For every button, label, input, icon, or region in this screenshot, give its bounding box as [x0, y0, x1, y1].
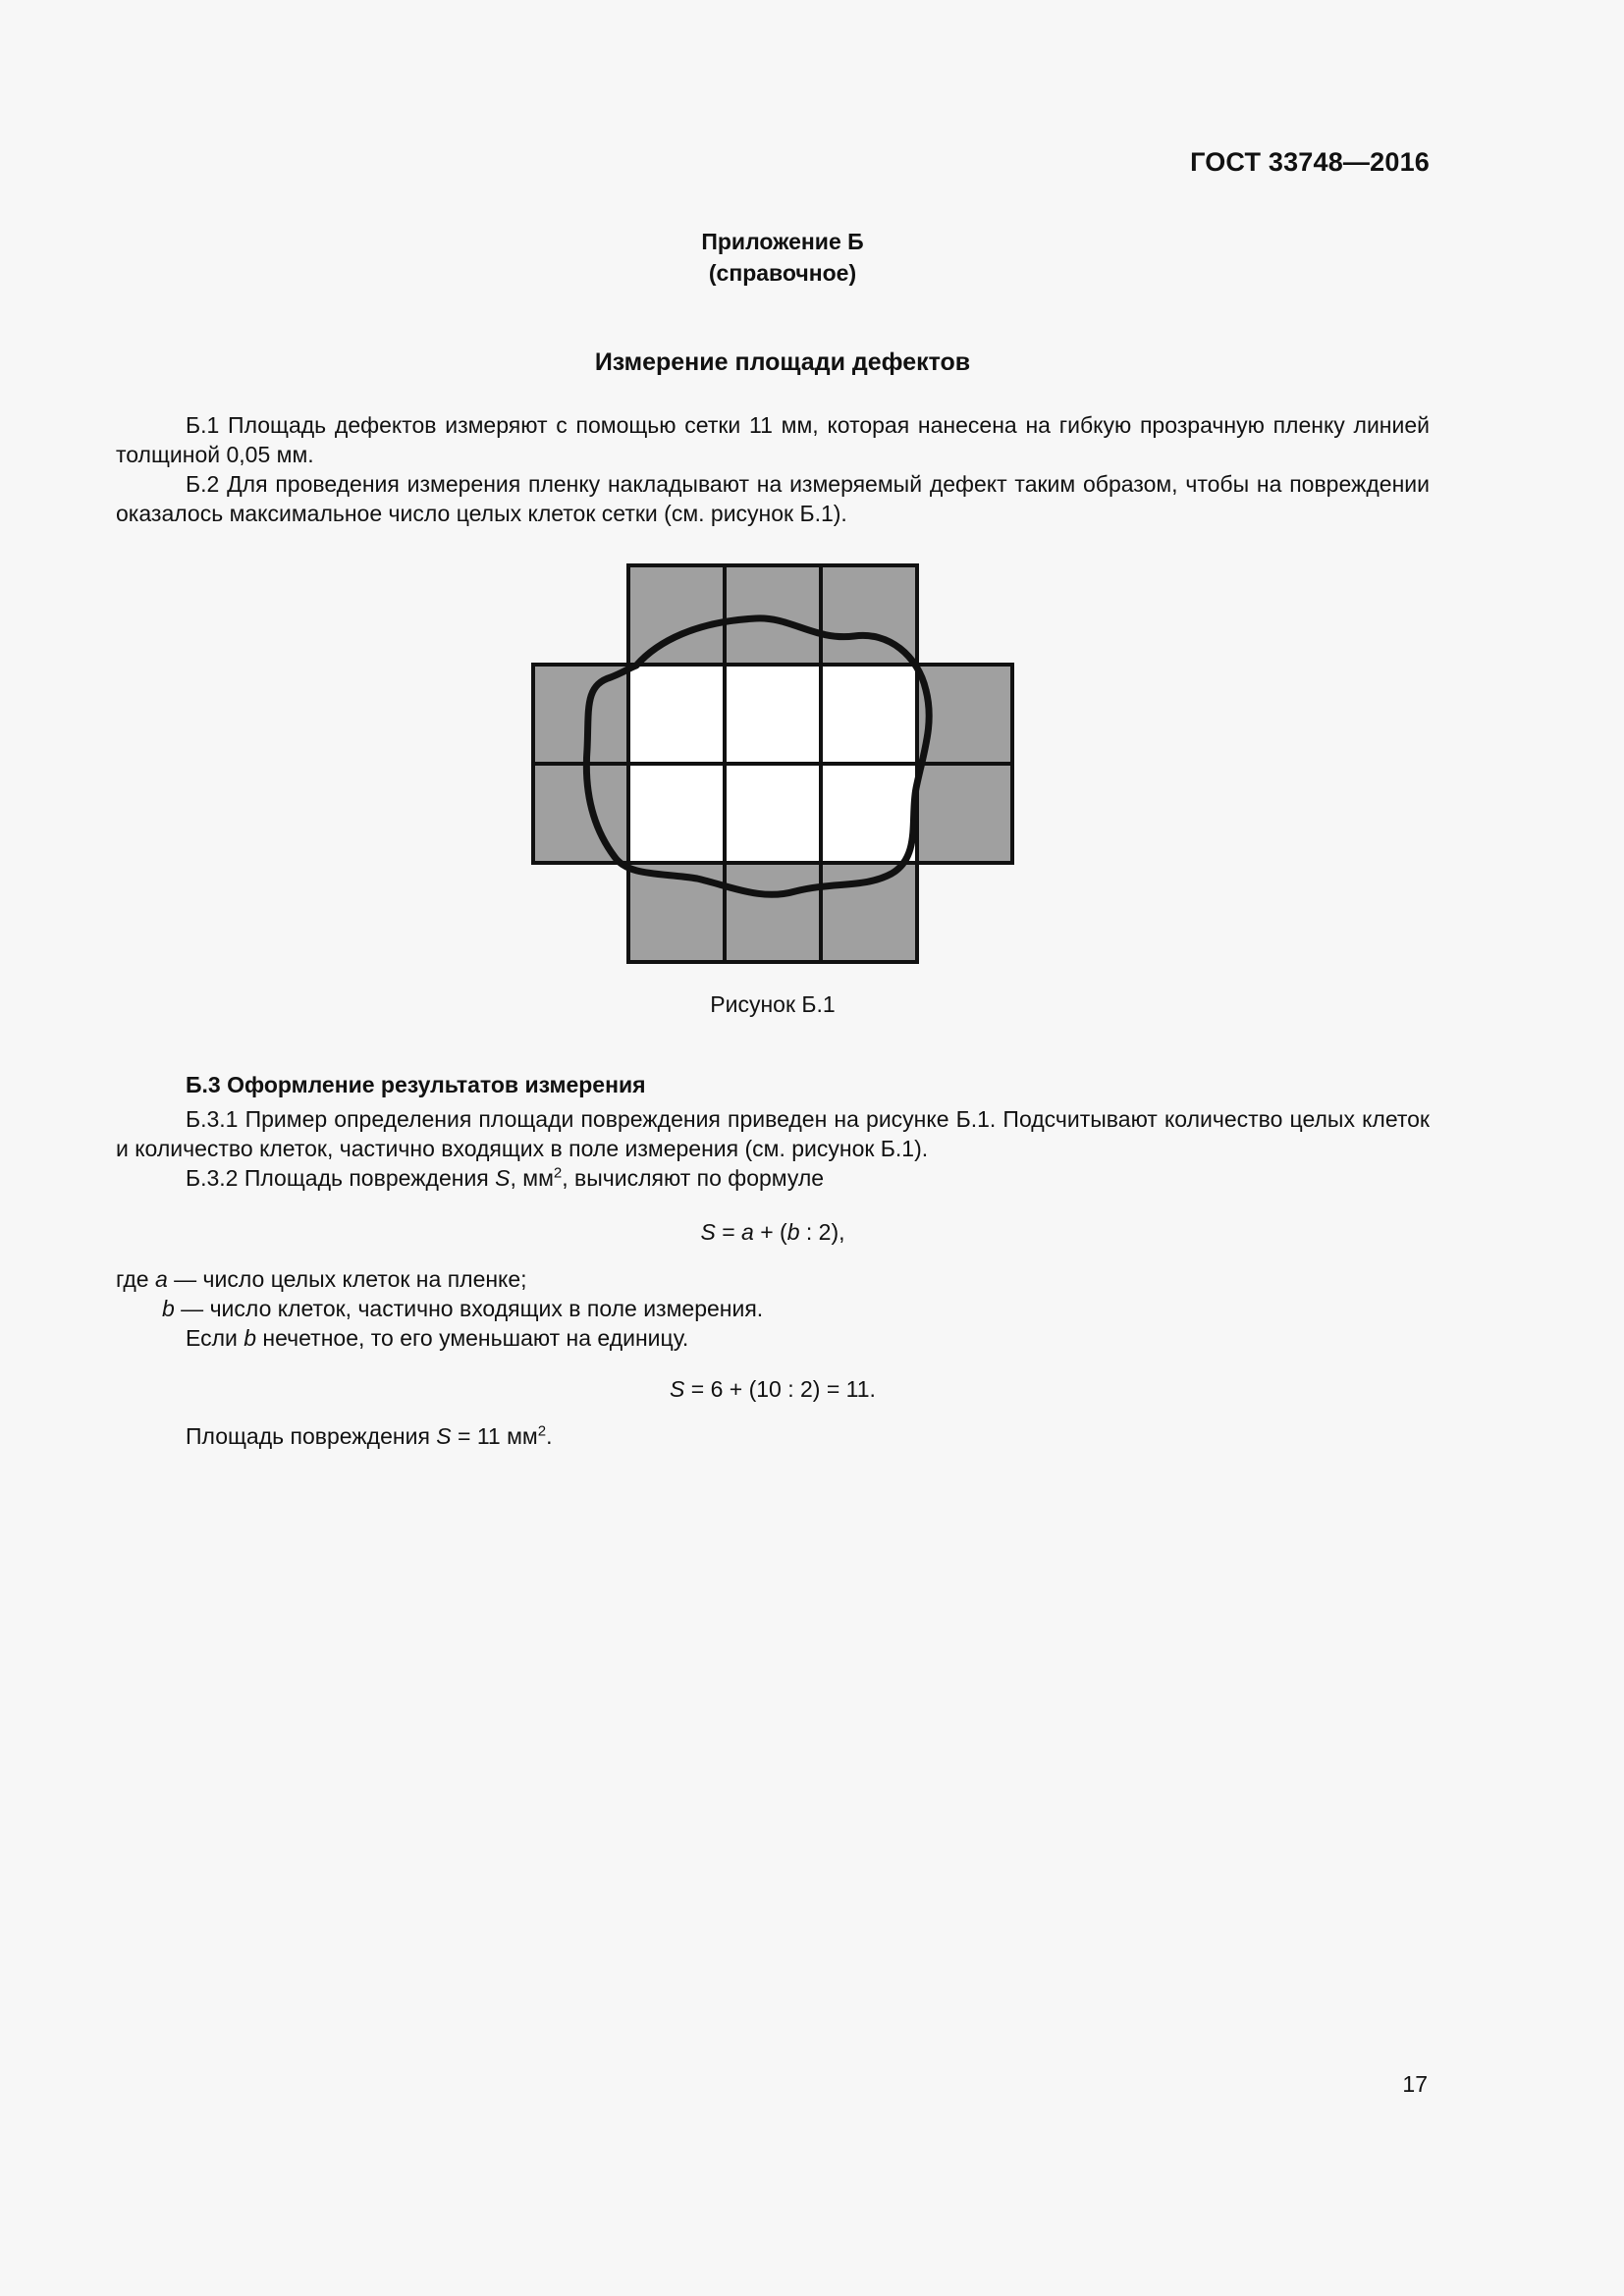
grid-cell-partial [628, 565, 725, 665]
grid-cell-whole [821, 665, 917, 764]
measurement-grid-diagram [530, 562, 1015, 965]
grid-cell-whole [628, 764, 725, 863]
formula-b: b [786, 1219, 800, 1245]
figure-b1 [530, 562, 1015, 965]
b32-suffix: , вычисляют по формуле [562, 1165, 825, 1191]
grid-cell-partial [533, 764, 628, 863]
odd-note [186, 1323, 688, 1353]
example-calculation [0, 1376, 1545, 1403]
legend-b-var: b [162, 1296, 175, 1321]
appendix-title-block [0, 226, 1565, 289]
legend-b-text: — число клеток, частично входящих в поле измерения. [174, 1296, 764, 1321]
grid-cell-partial [725, 863, 821, 962]
result-prefix: Площадь повреждения [186, 1423, 437, 1449]
paragraph-b1: Б.1 Площадь дефектов измеряют с помощью сетки 11 мм, которая нанесена на гибкую прозрачную пленку линией толщиной 0,05 мм. [116, 412, 1430, 467]
b32-prefix: Б.3.2 Площадь повреждения [186, 1165, 496, 1191]
result-text: = 11 мм [451, 1423, 538, 1449]
grid-cell-whole [628, 665, 725, 764]
legend-a [116, 1264, 527, 1294]
grid-cell-partial [821, 863, 917, 962]
odd-text: нечетное, то его уменьшают на единицу. [256, 1325, 689, 1351]
paragraph-b32 [116, 1163, 1430, 1193]
formula-s: S [700, 1219, 716, 1245]
b32-variable: S [495, 1165, 511, 1191]
formula-a: a [741, 1219, 754, 1245]
result-superscript: 2 [537, 1422, 547, 1440]
appendix-title: Приложение Б [701, 229, 864, 254]
grid-cell-whole [725, 764, 821, 863]
grid-cell-whole [725, 665, 821, 764]
result-line [186, 1421, 552, 1451]
legend-b [162, 1294, 763, 1323]
document-code: ГОСТ 33748—2016 [1190, 147, 1430, 177]
subsection-heading: Б.3 Оформление результатов измерения [186, 1072, 646, 1097]
page-number: 17 [1402, 2071, 1428, 2097]
result-end: . [546, 1423, 553, 1449]
odd-prefix: Если [186, 1325, 244, 1351]
odd-var: b [244, 1325, 257, 1351]
formula-equals: = [715, 1219, 742, 1245]
b32-unit: , мм [510, 1165, 554, 1191]
appendix-subtitle: (справочное) [708, 260, 857, 286]
legend-a-var: a [154, 1266, 168, 1292]
grid-cell-partial [917, 764, 1012, 863]
example-text: = 6 + (10 : 2) = 11. [684, 1376, 876, 1402]
section-heading: Измерение площади дефектов [594, 348, 971, 376]
example-s: S [670, 1376, 685, 1402]
formula-rest: : 2), [799, 1219, 845, 1245]
formula-plus: + ( [753, 1219, 787, 1245]
grid-cell-whole [821, 764, 917, 863]
b32-superscript: 2 [553, 1164, 563, 1182]
paragraph-b2: Б.2 Для проведения измерения пленку накладывают на измеряемый дефект таким образом, чтобы на повреждении оказалось максимальное число целых клеток сетки (см. рисунок Б.1). [116, 471, 1430, 526]
area-formula [0, 1219, 1545, 1246]
grid-cell-partial [725, 565, 821, 665]
paragraph-b31: Б.3.1 Пример определения площади повреждения приведен на рисунке Б.1. Подсчитывают количество целых клеток и количество клеток, частично входящих в поле измерения (см. рисунок Б.1). [116, 1106, 1430, 1161]
result-s: S [436, 1423, 452, 1449]
figure-caption: Рисунок Б.1 [710, 991, 836, 1017]
legend-a-text: — число целых клеток на пленке; [167, 1266, 527, 1292]
legend-where: где [116, 1266, 155, 1292]
